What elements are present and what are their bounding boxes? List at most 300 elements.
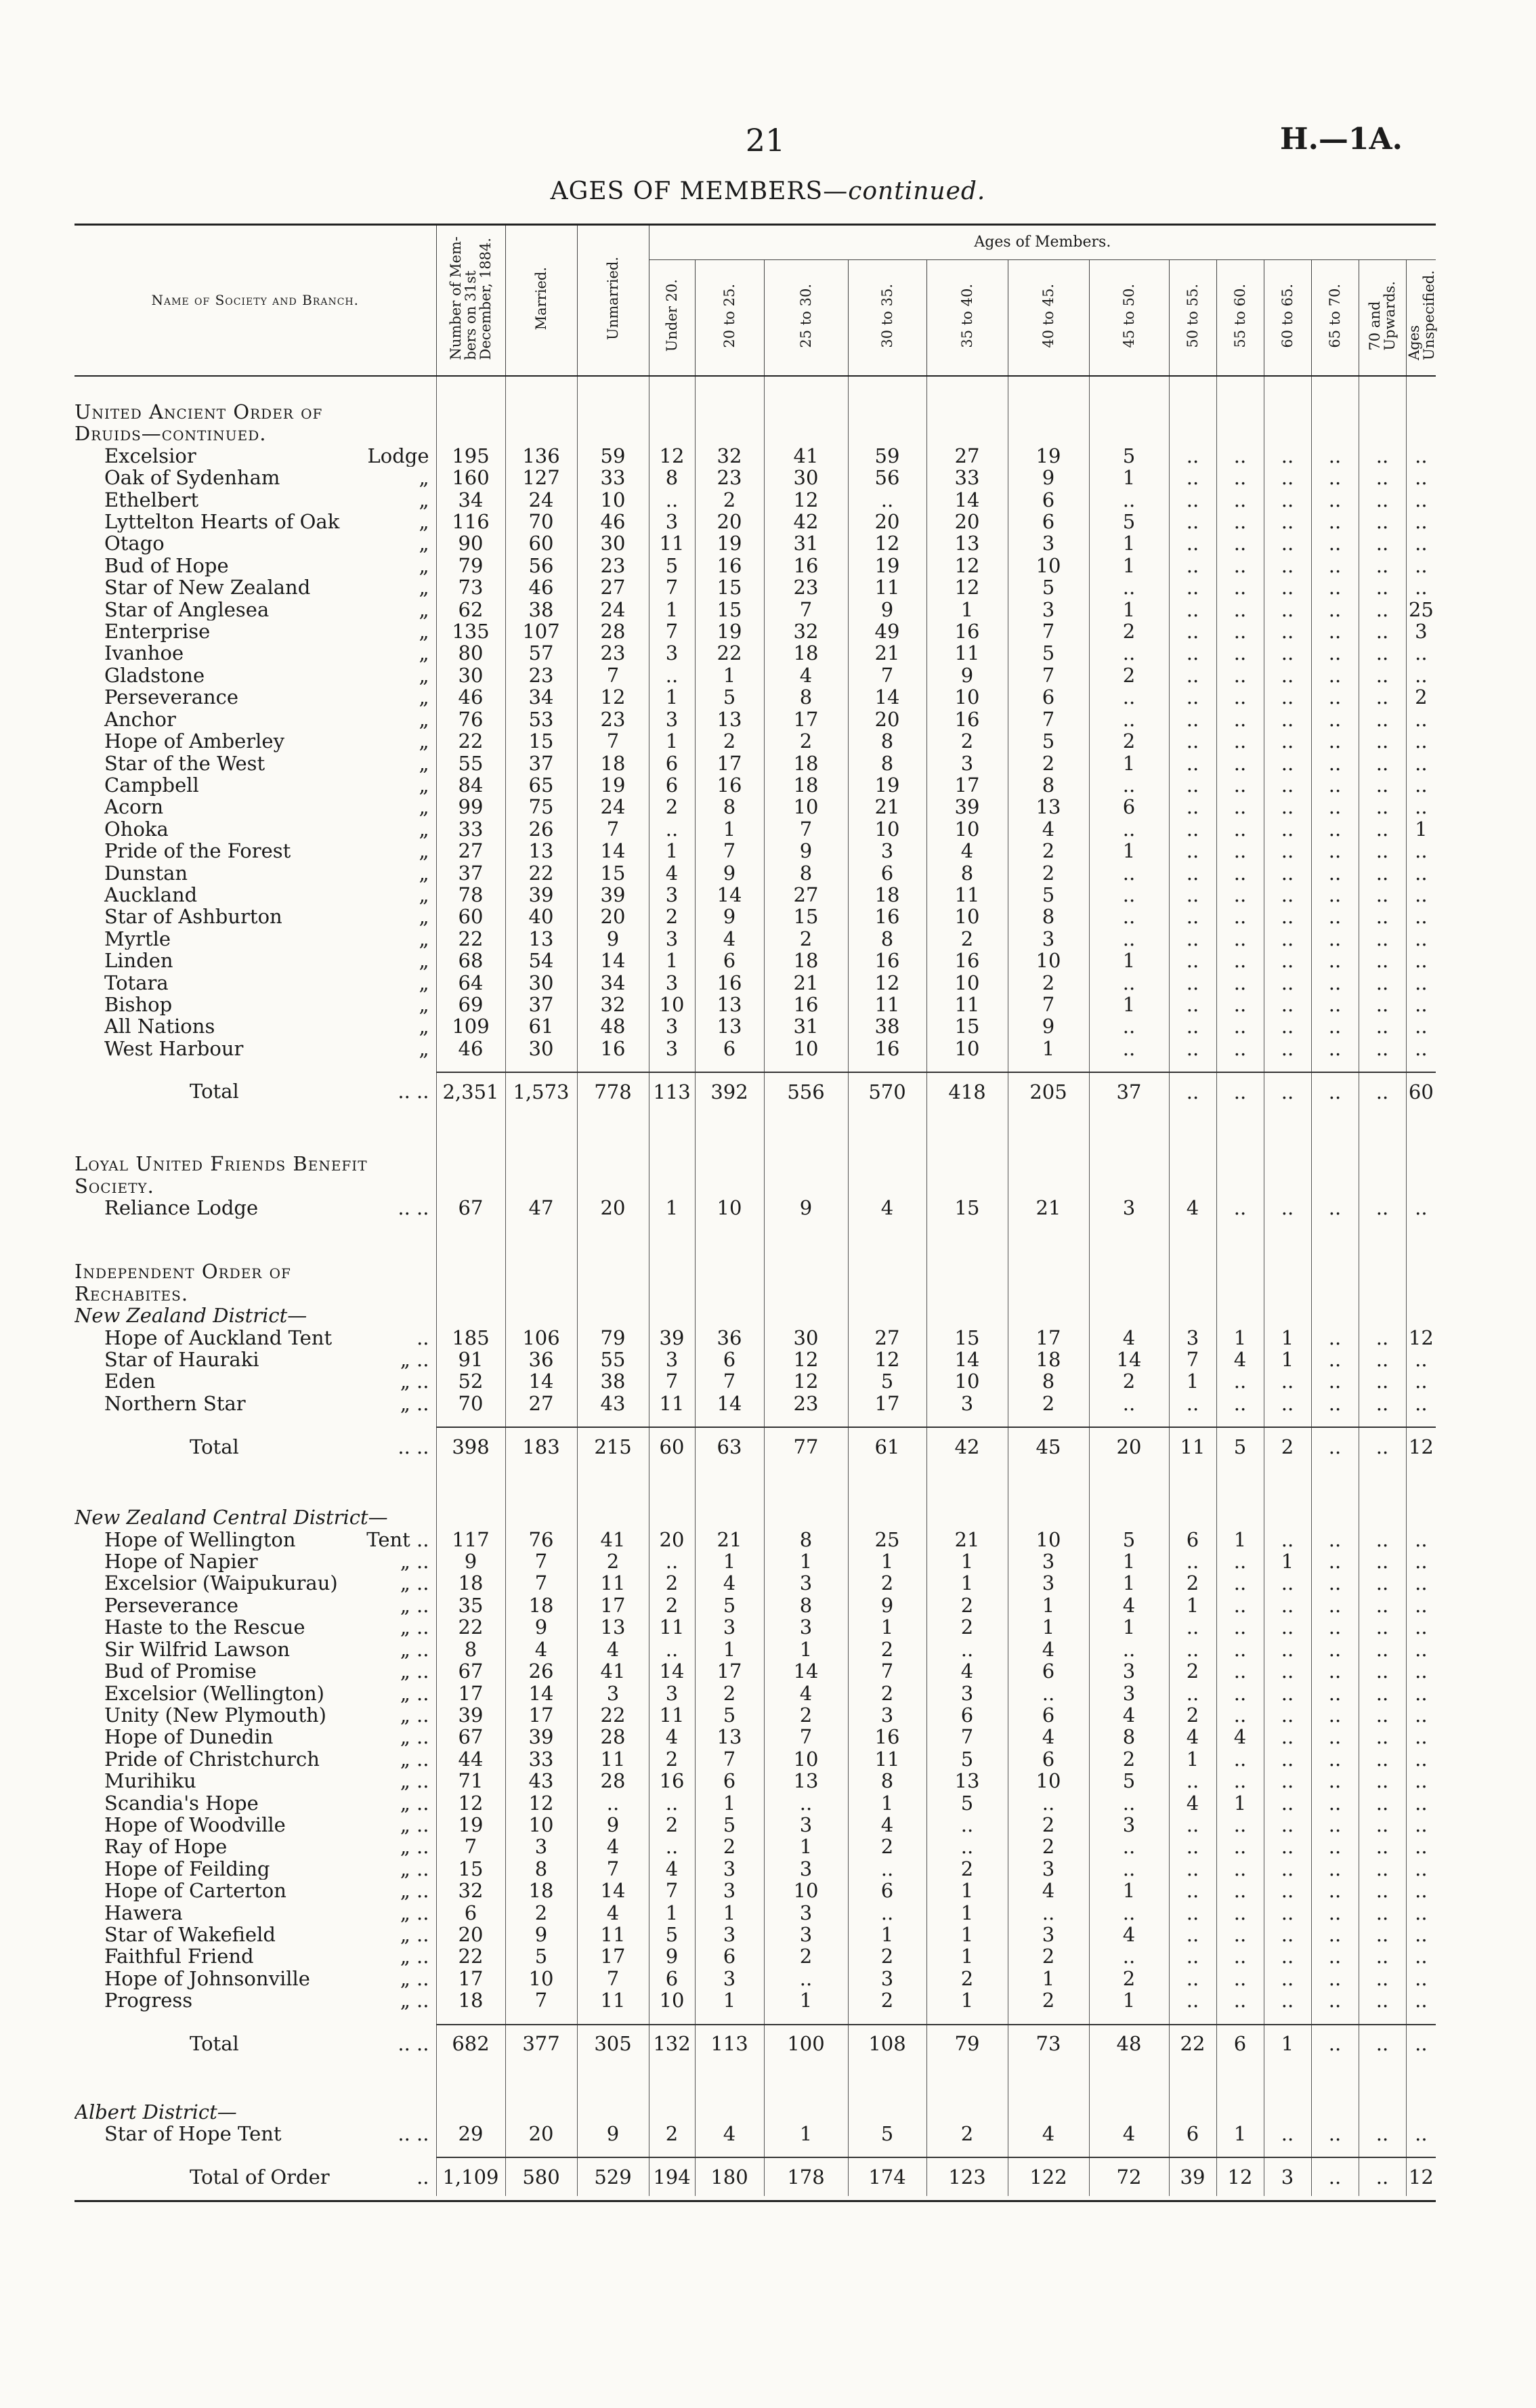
branch-suffix: „ .. [400, 1836, 429, 1858]
value-cell: 2 [926, 2123, 1008, 2145]
value-cell: .. [1264, 664, 1311, 686]
value-cell: 7 [649, 1880, 695, 1901]
empty-cell [1264, 2012, 1311, 2025]
empty-cell [649, 1466, 695, 1506]
value-cell: 12 [848, 1349, 926, 1370]
branch-name-cell [74, 1704, 436, 1726]
table-row [74, 555, 1436, 576]
value-cell: 22 [436, 1616, 505, 1638]
value-cell: 14 [649, 1660, 695, 1682]
value-cell: 1 [764, 1989, 848, 2011]
branch-name-cell [74, 818, 436, 840]
value-cell: .. [1169, 445, 1216, 467]
empty-cell [926, 2012, 1008, 2025]
value-cell: 65 [505, 774, 577, 796]
value-cell: 10 [505, 1968, 577, 1989]
branch-suffix: „ [419, 532, 429, 555]
value-cell: .. [1216, 1770, 1264, 1792]
section-subheading: Druids—continued. [74, 423, 267, 445]
value-cell: 4 [577, 1639, 649, 1660]
empty-cell [695, 1466, 764, 1506]
branch-label: Excelsior (Wellington) [104, 1682, 324, 1704]
value-cell: 11 [1169, 1427, 1216, 1466]
value-cell: 3 [649, 1349, 695, 1370]
value-cell: 68 [436, 950, 505, 971]
value-cell: 2 [1089, 620, 1169, 642]
branch-suffix: „ [419, 730, 429, 753]
value-cell: 14 [505, 1370, 577, 1392]
value-cell: .. [1406, 1572, 1436, 1594]
branch-suffix: „ [419, 993, 429, 1016]
value-cell: 26 [505, 818, 577, 840]
branch-label: Gladstone [104, 664, 205, 687]
value-cell: .. [1406, 555, 1436, 576]
value-cell: 5 [649, 555, 695, 576]
empty-cell [1216, 1466, 1264, 1506]
value-cell: 12 [1406, 2157, 1436, 2196]
document-reference: H.—1A. [1280, 122, 1403, 156]
branch-name-cell [74, 445, 436, 467]
value-cell: .. [1264, 1836, 1311, 1857]
branch-label: Anchor [104, 708, 176, 731]
value-cell: .. [1311, 1197, 1359, 1219]
value-cell: 9 [1008, 467, 1089, 488]
value-cell: 1 [848, 1792, 926, 1814]
value-cell: .. [1406, 972, 1436, 994]
value-cell: .. [1216, 1370, 1264, 1392]
value-cell: .. [1169, 1902, 1216, 1924]
value-cell: 39 [577, 884, 649, 906]
branch-name-cell [74, 1660, 436, 1682]
empty-cell [1216, 2101, 1264, 2123]
value-cell: 16 [848, 1038, 926, 1059]
value-cell: .. [1264, 1529, 1311, 1550]
value-cell: .. [1311, 950, 1359, 971]
value-cell: 19 [848, 774, 926, 796]
value-cell: 8 [1008, 1370, 1089, 1392]
branch-label: Reliance Lodge [104, 1197, 259, 1219]
value-cell: 1 [926, 599, 1008, 620]
branch-suffix: „ [419, 488, 429, 511]
empty-cell [1264, 401, 1311, 423]
value-cell: 11 [926, 994, 1008, 1015]
value-cell: 3 [764, 1616, 848, 1638]
branch-name [104, 796, 436, 818]
value-cell: 38 [577, 1370, 649, 1392]
branch-name-cell [74, 1836, 436, 1857]
empty-cell [1264, 1261, 1311, 1282]
gap-row [74, 1059, 1436, 1072]
value-cell: .. [1406, 1197, 1436, 1219]
value-cell: 27 [764, 884, 848, 906]
value-cell: 1 [1089, 599, 1169, 620]
value-cell: 62 [436, 599, 505, 620]
value-cell: .. [1264, 686, 1311, 708]
value-cell: 7 [1169, 1349, 1216, 1370]
value-cell: .. [1311, 1836, 1359, 1857]
value-cell: .. [1169, 467, 1216, 488]
branch-name [104, 1726, 436, 1748]
value-cell: 2 [926, 1968, 1008, 1989]
bottom-rule-cell [848, 2196, 926, 2201]
branch-name-cell [74, 1945, 436, 1967]
value-cell: 15 [764, 906, 848, 927]
branch-label: Star of the West [104, 752, 265, 774]
value-cell: 7 [695, 840, 764, 862]
value-cell: 174 [848, 2157, 926, 2196]
value-cell: .. [1264, 555, 1311, 576]
value-cell: .. [1216, 709, 1264, 730]
value-cell: .. [1264, 774, 1311, 796]
table-row [74, 1989, 1436, 2011]
gap-row [74, 2145, 1436, 2157]
empty-cell [695, 1111, 764, 1153]
empty-cell [649, 2101, 695, 2123]
gap-row [74, 2012, 1436, 2025]
value-cell: 1 [649, 1902, 695, 1924]
value-cell: 2 [1008, 1989, 1089, 2011]
value-cell: 4 [695, 2123, 764, 2145]
empty-cell [1089, 1261, 1169, 1282]
empty-cell [848, 2063, 926, 2101]
branch-suffix: „ [419, 686, 429, 709]
value-cell: 30 [436, 664, 505, 686]
value-cell: .. [1216, 774, 1264, 796]
value-cell: 41 [764, 445, 848, 467]
empty-cell [436, 1059, 505, 1072]
table-row [74, 972, 1436, 994]
value-cell: .. [1169, 1858, 1216, 1880]
value-cell: 37 [505, 753, 577, 774]
value-cell: .. [1264, 972, 1311, 994]
value-cell: 1 [649, 686, 695, 708]
gap-cell [74, 1414, 436, 1427]
value-cell: 13 [505, 928, 577, 950]
value-cell: 9 [764, 840, 848, 862]
value-cell: .. [1008, 1683, 1089, 1704]
empty-cell [1169, 1414, 1216, 1427]
value-cell: 108 [848, 2025, 926, 2063]
value-cell: .. [1406, 1704, 1436, 1726]
empty-cell [1089, 1283, 1169, 1305]
value-cell: 17 [926, 774, 1008, 796]
branch-label: Linden [104, 950, 173, 972]
value-cell: .. [1264, 840, 1311, 862]
section-subheading: Society. [74, 1175, 154, 1197]
value-cell: 67 [436, 1660, 505, 1682]
branch-suffix: .. .. [398, 1197, 429, 1219]
value-cell: 14 [695, 1393, 764, 1414]
empty-cell [436, 1111, 505, 1153]
value-cell: .. [1311, 1572, 1359, 1594]
branch-suffix: „ [419, 598, 429, 621]
branch-name [104, 1748, 436, 1770]
value-cell: .. [1311, 642, 1359, 664]
value-cell: 12 [764, 1349, 848, 1370]
value-cell: 10 [695, 1197, 764, 1219]
value-cell: .. [1359, 1616, 1406, 1638]
branch-suffix: „ .. [400, 1813, 429, 1836]
value-cell: 8 [649, 467, 695, 488]
branch-name-cell [74, 1327, 436, 1349]
empty-cell [505, 2012, 577, 2025]
branch-name [104, 1792, 436, 1814]
value-cell: 11 [649, 1704, 695, 1726]
value-cell: .. [1406, 1550, 1436, 1572]
empty-cell [1089, 2012, 1169, 2025]
empty-cell [1359, 423, 1406, 444]
spacer-cell [74, 1466, 436, 1506]
branch-name [104, 1572, 436, 1594]
empty-cell [1216, 2063, 1264, 2101]
empty-cell [1169, 401, 1216, 423]
header-age-10: 65 to 70. [1311, 260, 1359, 377]
branch-name-cell [74, 1770, 436, 1792]
value-cell: 3 [1089, 1660, 1169, 1682]
branch-suffix: „ [419, 1037, 429, 1060]
value-cell: .. [1216, 928, 1264, 950]
empty-cell [926, 1219, 1008, 1261]
page-title [0, 177, 1536, 205]
value-cell: 2 [1008, 862, 1089, 884]
value-cell: .. [1264, 884, 1311, 906]
page-number: 21 [745, 122, 786, 159]
empty-cell [764, 376, 848, 401]
value-cell: 54 [505, 950, 577, 971]
empty-cell [848, 1261, 926, 1282]
empty-cell [764, 1414, 848, 1427]
branch-name-cell [74, 753, 436, 774]
value-cell: 3 [764, 1572, 848, 1594]
value-cell: .. [926, 1814, 1008, 1836]
value-cell: 27 [436, 840, 505, 862]
value-cell: 17 [1008, 1327, 1089, 1349]
value-cell: 1 [1169, 1748, 1216, 1770]
empty-cell [577, 1111, 649, 1153]
value-cell: 3 [926, 1393, 1008, 1414]
value-cell: .. [1311, 884, 1359, 906]
value-cell: 2 [926, 730, 1008, 752]
value-cell: 10 [649, 1989, 695, 2011]
value-cell: 6 [848, 862, 926, 884]
value-cell: 1 [1406, 818, 1436, 840]
header-married: Married. [505, 225, 577, 377]
value-cell: .. [1264, 1989, 1311, 2011]
value-cell: .. [1264, 467, 1311, 488]
empty-cell [764, 1261, 848, 1282]
section-subheading-row [74, 1175, 1436, 1197]
value-cell: 5 [1089, 445, 1169, 467]
value-cell: 6 [1008, 686, 1089, 708]
empty-cell [1406, 1506, 1436, 1528]
value-cell: 59 [848, 445, 926, 467]
value-cell: 41 [577, 1529, 649, 1550]
value-cell: .. [1359, 1660, 1406, 1682]
value-cell: .. [1406, 928, 1436, 950]
branch-name-cell [74, 1748, 436, 1770]
value-cell: 10 [1008, 1770, 1089, 1792]
value-cell: 20 [695, 511, 764, 532]
value-cell: .. [1406, 1836, 1436, 1857]
value-cell: .. [1406, 774, 1436, 796]
value-cell: 5 [1008, 642, 1089, 664]
value-cell: 76 [505, 1529, 577, 1550]
branch-name-cell [74, 686, 436, 708]
value-cell: 215 [577, 1427, 649, 1466]
bottom-rule-cell [577, 2196, 649, 2201]
branch-label: Campbell [104, 774, 199, 797]
empty-cell [505, 1219, 577, 1261]
branch-name [104, 1880, 436, 1901]
value-cell: .. [1359, 796, 1406, 818]
empty-cell [764, 1059, 848, 1072]
branch-name [104, 1902, 436, 1924]
value-cell: .. [1169, 599, 1216, 620]
value-cell: 3 [1008, 1924, 1089, 1945]
empty-cell [436, 423, 505, 444]
value-cell: .. [1216, 906, 1264, 927]
value-cell: .. [764, 1968, 848, 1989]
empty-cell [436, 1466, 505, 1506]
value-cell: .. [1264, 2123, 1311, 2145]
empty-cell [1008, 1506, 1089, 1528]
branch-name-cell [74, 840, 436, 862]
empty-cell [1359, 1305, 1406, 1326]
value-cell: 1 [926, 1550, 1008, 1572]
value-cell: 11 [577, 1748, 649, 1770]
branch-name-cell [74, 620, 436, 642]
section-subheading: Rechabites. [74, 1282, 189, 1305]
value-cell: 5 [695, 1814, 764, 1836]
value-cell: 2 [926, 1858, 1008, 1880]
empty-cell [1216, 1506, 1264, 1528]
table-row [74, 664, 1436, 686]
value-cell: 14 [577, 840, 649, 862]
value-cell: 185 [436, 1327, 505, 1349]
empty-cell [1169, 1283, 1216, 1305]
empty-cell [649, 1506, 695, 1528]
empty-cell [1359, 1059, 1406, 1072]
value-cell: 25 [1406, 599, 1436, 620]
branch-suffix: „ .. [400, 1638, 429, 1661]
value-cell: 1 [1008, 1594, 1089, 1616]
value-cell: 91 [436, 1349, 505, 1370]
value-cell: 178 [764, 2157, 848, 2196]
value-cell: .. [1169, 1550, 1216, 1572]
value-cell: .. [1169, 862, 1216, 884]
value-cell: 8 [848, 730, 926, 752]
branch-name [104, 1370, 436, 1392]
empty-cell [1264, 1153, 1311, 1175]
value-cell: 1 [695, 1902, 764, 1924]
value-cell: .. [1216, 753, 1264, 774]
value-cell: 8 [505, 1858, 577, 1880]
value-cell: 1 [1264, 2025, 1311, 2063]
branch-name [104, 1814, 436, 1836]
value-cell: 4 [1008, 1880, 1089, 1901]
header-age-2: 25 to 30. [764, 260, 848, 377]
branch-suffix: „ .. [400, 1923, 429, 1946]
empty-cell [764, 2012, 848, 2025]
empty-cell [436, 1261, 505, 1282]
value-cell: 3 [695, 1858, 764, 1880]
table-row [74, 599, 1436, 620]
value-cell: 3 [695, 1880, 764, 1901]
empty-cell [1008, 1261, 1089, 1282]
value-cell: 37 [436, 862, 505, 884]
value-cell: 5 [649, 1924, 695, 1945]
empty-cell [1216, 1175, 1264, 1197]
value-cell: .. [1264, 1015, 1311, 1037]
value-cell: 30 [505, 1038, 577, 1059]
empty-cell [1089, 1305, 1169, 1326]
branch-name-cell [74, 1814, 436, 1836]
empty-cell [1359, 1175, 1406, 1197]
value-cell: .. [1359, 2123, 1406, 2145]
value-cell: .. [1089, 1858, 1169, 1880]
branch-name [104, 709, 436, 730]
value-cell: 1 [695, 818, 764, 840]
branch-name [104, 1529, 436, 1550]
value-cell: 10 [764, 796, 848, 818]
empty-cell [1311, 1175, 1359, 1197]
value-cell: .. [1311, 2123, 1359, 2145]
value-cell: .. [1311, 1880, 1359, 1901]
empty-cell [649, 2145, 695, 2157]
value-cell: 14 [505, 1683, 577, 1704]
value-cell: 6 [1008, 1704, 1089, 1726]
district-heading: New Zealand District— [74, 1305, 307, 1327]
total-label-cell [74, 1072, 436, 1111]
table-row [74, 1038, 1436, 1059]
value-cell: 3 [649, 642, 695, 664]
value-cell: 3 [1008, 928, 1089, 950]
table-row [74, 1968, 1436, 1989]
value-cell: 53 [505, 709, 577, 730]
value-cell: .. [1169, 1968, 1216, 1989]
value-cell: .. [1169, 950, 1216, 971]
value-cell: 1 [1089, 994, 1169, 1015]
empty-cell [848, 1219, 926, 1261]
value-cell: 6 [436, 1902, 505, 1924]
empty-cell [1089, 2063, 1169, 2101]
branch-name [104, 1038, 436, 1059]
value-cell: 16 [926, 709, 1008, 730]
value-cell: 8 [695, 796, 764, 818]
value-cell: 5 [926, 1792, 1008, 1814]
value-cell: 67 [436, 1197, 505, 1219]
branch-suffix: Tent .. [366, 1528, 429, 1551]
value-cell: 180 [695, 2157, 764, 2196]
value-cell: .. [1169, 1814, 1216, 1836]
value-cell: .. [1406, 840, 1436, 862]
value-cell: 31 [764, 1015, 848, 1037]
table-row [74, 1704, 1436, 1726]
value-cell: .. [1216, 1836, 1264, 1857]
value-cell: .. [1311, 532, 1359, 554]
branch-suffix: „ .. [400, 1660, 429, 1683]
value-cell: .. [1169, 620, 1216, 642]
branch-suffix: „ [419, 576, 429, 599]
value-cell: 33 [436, 818, 505, 840]
value-cell: 398 [436, 1427, 505, 1466]
branch-suffix: „ .. [400, 1792, 429, 1814]
branch-name [104, 950, 436, 971]
value-cell: 3 [1089, 1814, 1169, 1836]
value-cell: 15 [505, 730, 577, 752]
value-cell: 1 [926, 1902, 1008, 1924]
empty-cell [764, 1153, 848, 1175]
